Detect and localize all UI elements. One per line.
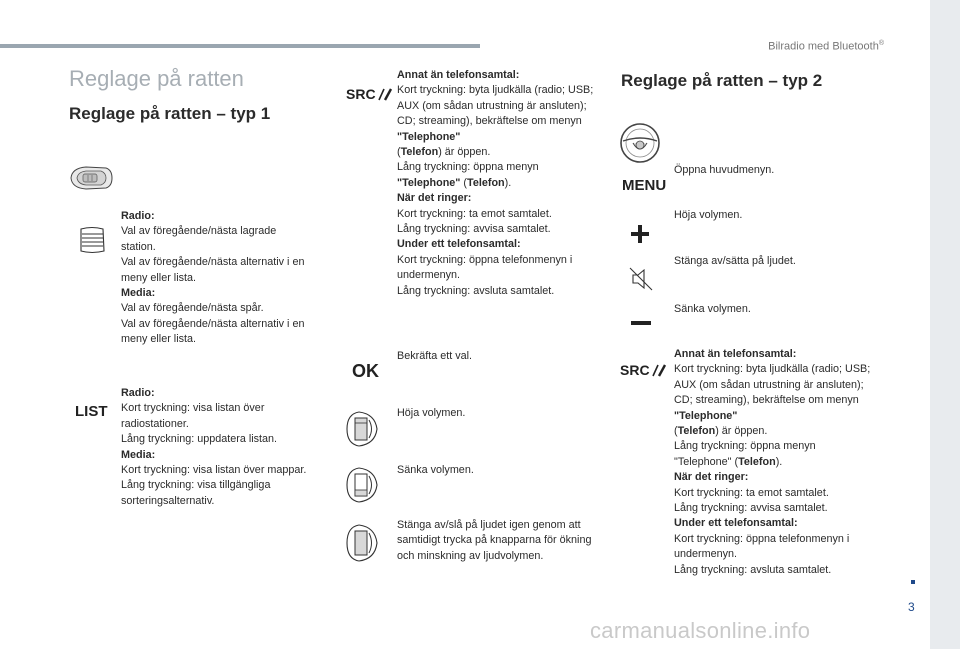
type2-menu-text: Öppna huvudmenyn.	[674, 164, 775, 176]
ok-icon: OK	[352, 361, 379, 381]
type1-heading: Reglage på ratten – typ 1	[69, 104, 271, 123]
type2-volume-down-text: Sänka volymen.	[674, 303, 751, 315]
menu-icon: MENU	[622, 177, 667, 194]
plus-icon	[630, 224, 650, 244]
steering-wheel-icon	[617, 121, 663, 165]
section-title: Reglage på ratten	[69, 66, 244, 91]
type1-list-block: Radio: Kort tryckning: visa listan över radiostationer. Lång tryckning: uppdatera listan. Media: Kort tryckning: visa listan över mappar. Lång tryckning: visa tillgängliga sorteringsalternativ.	[121, 387, 307, 507]
steering-control-icon	[68, 165, 114, 191]
mute-speaker-icon	[628, 266, 654, 292]
type2-src-block: Annat än telefonsamtal: Kort tryckning: byta ljudkälla (radio; USB; AUX (om sådan utrustning är ansluten); CD; streaming), bekräftelse om menyn "Telephone" (Telefon) är öppen. Lång tryckning: öppna menyn "Telephone" (Telefon). När det ringer: Kort tryckning: ta emot samtalet. Lång tryckning: avvisa samtalet. Under ett telefonsamtal: Kort tryckning: öppna telefonmenyn i undermenyn. Lång tryckning: avsluta samtalet.	[674, 348, 871, 576]
minus-icon	[631, 320, 651, 326]
list-icon: LIST	[75, 403, 108, 420]
watermark-text: carmanualsonline.info	[590, 618, 811, 643]
mute-control-icon	[345, 523, 381, 563]
header-rule	[0, 44, 480, 48]
page-number: 3	[908, 600, 915, 614]
volume-down-control-icon	[345, 466, 381, 504]
ok-text: Bekräfta ett val.	[397, 350, 473, 362]
middle-volume-down-text: Sänka volymen.	[397, 464, 474, 476]
middle-mute-text: Stänga av/slå på ljudet igen genom att samtidigt trycka på knapparna för ökning och minskning av ljudvolymen.	[397, 519, 592, 562]
middle-volume-up-text: Höja volymen.	[397, 407, 466, 419]
middle-src-block: Annat än telefonsamtal: Kort tryckning: byta ljudkälla (radio; USB; AUX (om sådan utrustning är ansluten); CD; streaming), bekräftelse om menyn "Telephone" (Telefon) är öppen. Lång tryckning: öppna menyn "Telephone" (Telefon). När det ringer: Kort tryckning: ta emot samtalet. Lång tryckning: avvisa samtalet. Under ett telefonsamtal: Kort tryckning: öppna telefonmenyn i undermenyn. Lång tryckning: avsluta samtalet.	[397, 69, 594, 297]
type2-heading: Reglage på ratten – typ 2	[621, 71, 823, 90]
thumbwheel-icon	[77, 225, 107, 255]
type2-src-icon: SRC	[620, 362, 668, 380]
page-marker-dot	[911, 580, 915, 584]
volume-up-control-icon	[345, 410, 381, 448]
right-margin-band	[930, 0, 960, 649]
type2-mute-text: Stänga av/sätta på ljudet.	[674, 255, 796, 267]
src-icon: SRC	[346, 86, 394, 104]
header-title: Bilradio med Bluetooth®	[768, 40, 884, 53]
type2-volume-up-text: Höja volymen.	[674, 209, 743, 221]
type1-radio-block: Radio: Val av föregående/nästa lagrade station. Val av föregående/nästa alternativ i en meny eller lista. Media: Val av föregående/nästa spår. Val av föregående/nästa alternativ i en meny eller lista.	[121, 210, 305, 346]
